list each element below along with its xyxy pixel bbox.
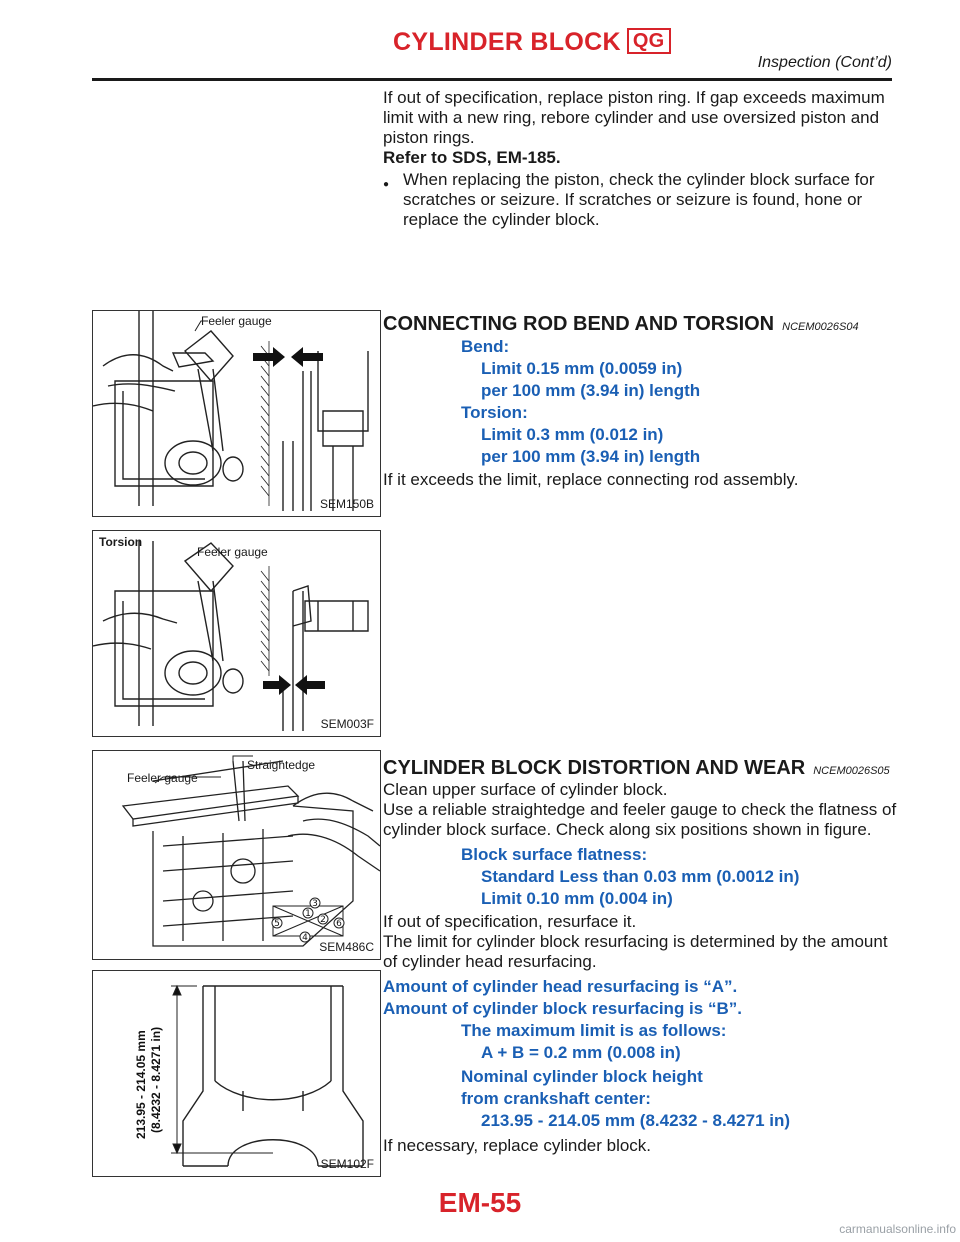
distortion-p1: Clean upper surface of cylinder block. [383,780,668,799]
bend-label: Bend: [461,337,510,356]
fig1-label: Feeler gauge [201,314,272,328]
fig2-code: SEM003F [320,717,374,731]
distortion-p3: If out of specification, resurface it. [383,912,637,931]
section-block-distortion [383,757,898,1156]
figure-sem486c [92,750,381,960]
model-badge: QG [627,28,671,54]
torsion-per: per 100 mm (3.94 in) length [481,447,701,466]
flatness-pos-1: 1 [305,909,311,919]
fig3-code: SEM486C [319,940,374,954]
torsion-label: Torsion: [461,403,528,422]
nominal-label-2: from crankshaft center: [461,1089,651,1108]
figure-sem150b [92,310,381,517]
section-distortion-title [383,757,898,780]
watermark: carmanualsonline.info [839,1222,956,1236]
section-title-text: CYLINDER BLOCK [393,28,621,56]
flatness-pos-5: 5 [274,919,280,929]
intro-paragraph: If out of specification, replace piston ring. If gap exceeds maximum limit with a new ring, rebore cylinder and use oversized piston and piston rings. [383,88,885,147]
flatness-pos-3: 3 [312,899,318,909]
flatness-limit: Limit 0.10 mm (0.004 in) [481,889,673,908]
page-title [393,28,671,57]
flatness-pos-6: 6 [336,919,342,929]
distortion-final: If necessary, replace cylinder block. [383,1136,652,1155]
page-number: EM-55 [438,1187,522,1218]
fig3-straightedge-label: Straightedge [247,758,316,772]
section-conrod-code: NCEM0026S04 [782,321,859,333]
header-rule [92,78,892,81]
conrod-note: If it exceeds the limit, replace connecting rod assembly. [383,470,799,489]
conrod-bend-illustration [93,311,380,516]
intro-bullet [383,170,898,230]
bend-limit: Limit 0.15 mm (0.0059 in) [481,359,683,378]
fig4-code: SEM102F [320,1157,374,1171]
sds-reference: Refer to SDS, EM-185. [383,148,561,167]
section-conrod [383,313,898,490]
section-distortion-code: NCEM0026S05 [813,765,890,777]
nominal-value: 213.95 - 214.05 mm (8.4232 - 8.4271 in) [481,1111,791,1130]
nominal-label-1: Nominal cylinder block height [461,1067,703,1086]
flatness-pos-4: 4 [302,933,308,943]
figure-sem003f [92,530,381,737]
block-height-illustration [93,971,380,1176]
section-distortion-heading: CYLINDER BLOCK DISTORTION AND WEAR [383,757,806,779]
fig4-dimension-in: (8.4232 - 8.4271 in) [149,1026,163,1133]
intro-block [383,88,898,230]
section-conrod-title [383,313,898,336]
distortion-p2: Use a reliable straightedge and feeler gauge to check the flatness of cylinder block surface. Check along six positions shown in figure. [383,800,897,839]
fig3-feeler-label: Feeler gauge [127,771,198,785]
bend-per: per 100 mm (3.94 in) length [481,381,701,400]
page-subtitle: Inspection (Cont’d) [757,54,892,71]
flatness-pos-2: 2 [320,915,326,925]
max-limit-label: The maximum limit is as follows: [461,1021,727,1040]
flatness-label: Block surface flatness: [461,845,648,864]
section-conrod-heading: CONNECTING ROD BEND AND TORSION [383,313,775,335]
fig2-torsion-label: Torsion [99,535,143,549]
distortion-p4: The limit for cylinder block resurfacing is determined by the amount of cylinder head resurfacing. [383,932,888,971]
flatness-standard: Standard Less than 0.03 mm (0.0012 in) [481,867,800,886]
amount-b: Amount of cylinder block resurfacing is “B”. [383,999,742,1018]
fig4-dimension-mm: 213.95 - 214.05 mm [134,1030,148,1139]
figure-sem102f [92,970,381,1177]
fig2-label: Feeler gauge [197,545,268,559]
conrod-torsion-illustration [93,531,380,736]
max-limit-value: A + B = 0.2 mm (0.008 in) [481,1043,681,1062]
fig1-code: SEM150B [319,497,374,511]
amount-a: Amount of cylinder head resurfacing is “A”. [383,977,738,996]
torsion-limit: Limit 0.3 mm (0.012 in) [481,425,664,444]
bullet-icon: ● [383,179,390,190]
bullet-text: When replacing the piston, check the cylinder block surface for scratches or seizure. If scratches or seizure is found, hone or replace the cylinder block. [403,170,875,229]
